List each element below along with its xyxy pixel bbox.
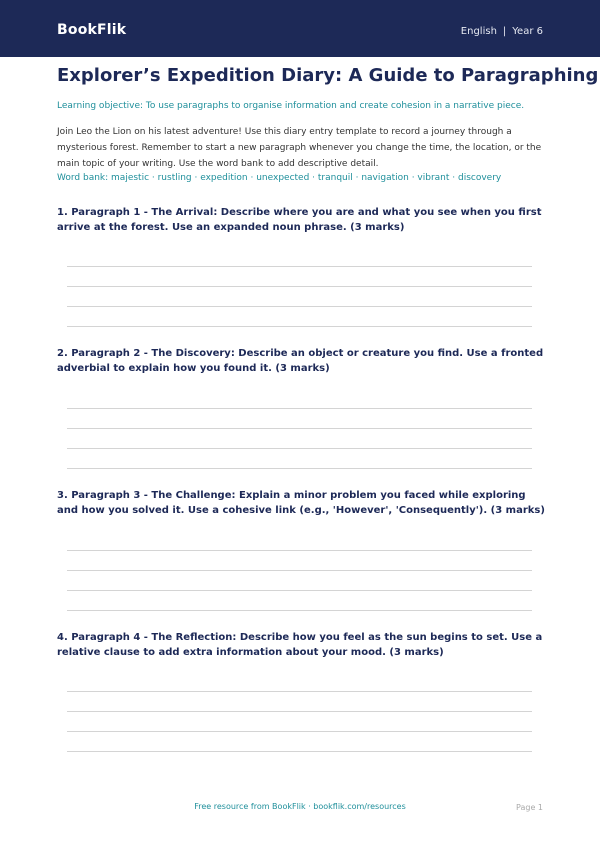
learning-objective: Learning objective: To use paragraphs to organise information and create cohesion in a narrative piece.	[57, 101, 525, 111]
header-separator: |	[502, 26, 507, 37]
word-bank: Word bank: majestic · rustling · expedition · unexpected · tranquil · navigation · vibrant · discovery	[57, 173, 502, 183]
answer-line[interactable]	[67, 751, 532, 752]
answer-line[interactable]	[67, 711, 532, 712]
answer-line[interactable]	[67, 448, 532, 449]
answer-line[interactable]	[67, 468, 532, 469]
answer-line[interactable]	[67, 286, 532, 287]
answer-line[interactable]	[67, 590, 532, 591]
answer-line[interactable]	[67, 306, 532, 307]
header-bar	[0, 0, 600, 57]
answer-line[interactable]	[67, 428, 532, 429]
footer-credit[interactable]: Free resource from BookFlik · bookflik.com/resources	[194, 802, 406, 811]
subject-label: English	[460, 26, 497, 37]
question-4: 4. Paragraph 4 - The Reflection: Describe how you feel as the sun begins to set. Use a relative clause to add extra information about your mood. (3 marks)	[57, 632, 543, 658]
answer-line[interactable]	[67, 408, 532, 409]
answer-line[interactable]	[67, 570, 532, 571]
answer-line[interactable]	[67, 691, 532, 692]
header-meta	[461, 26, 543, 37]
answer-line[interactable]	[67, 326, 532, 327]
intro-paragraph: Join Leo the Lion on his latest adventure! Use this diary entry template to record a journey through a mysterious forest. Remember to start a new paragraph whenever you change the time, the location, or the main topic of your writing. Use the word bank to add descriptive detail.	[57, 127, 542, 169]
answer-line[interactable]	[67, 550, 532, 551]
page-title: Explorer’s Expedition Diary: A Guide to Paragraphing	[57, 65, 599, 86]
page-number: Page 1	[516, 803, 543, 812]
question-3: 3. Paragraph 3 - The Challenge: Explain a minor problem you faced while exploring and how you solved it. Use a cohesive link (e.g., 'However', 'Consequently'). (3 marks)	[57, 490, 545, 516]
question-2: 2. Paragraph 2 - The Discovery: Describe an object or creature you find. Use a fronted adverbial to explain how you found it. (3 marks)	[57, 348, 544, 374]
question-1: 1. Paragraph 1 - The Arrival: Describe where you are and what you see when you first arrive at the forest. Use an expanded noun phrase. (3 marks)	[57, 207, 542, 233]
answer-line[interactable]	[67, 731, 532, 732]
year-label: Year 6	[512, 26, 543, 37]
brand-logo-text[interactable]: BookFlik	[57, 22, 127, 38]
answer-line[interactable]	[67, 266, 532, 267]
answer-line[interactable]	[67, 610, 532, 611]
